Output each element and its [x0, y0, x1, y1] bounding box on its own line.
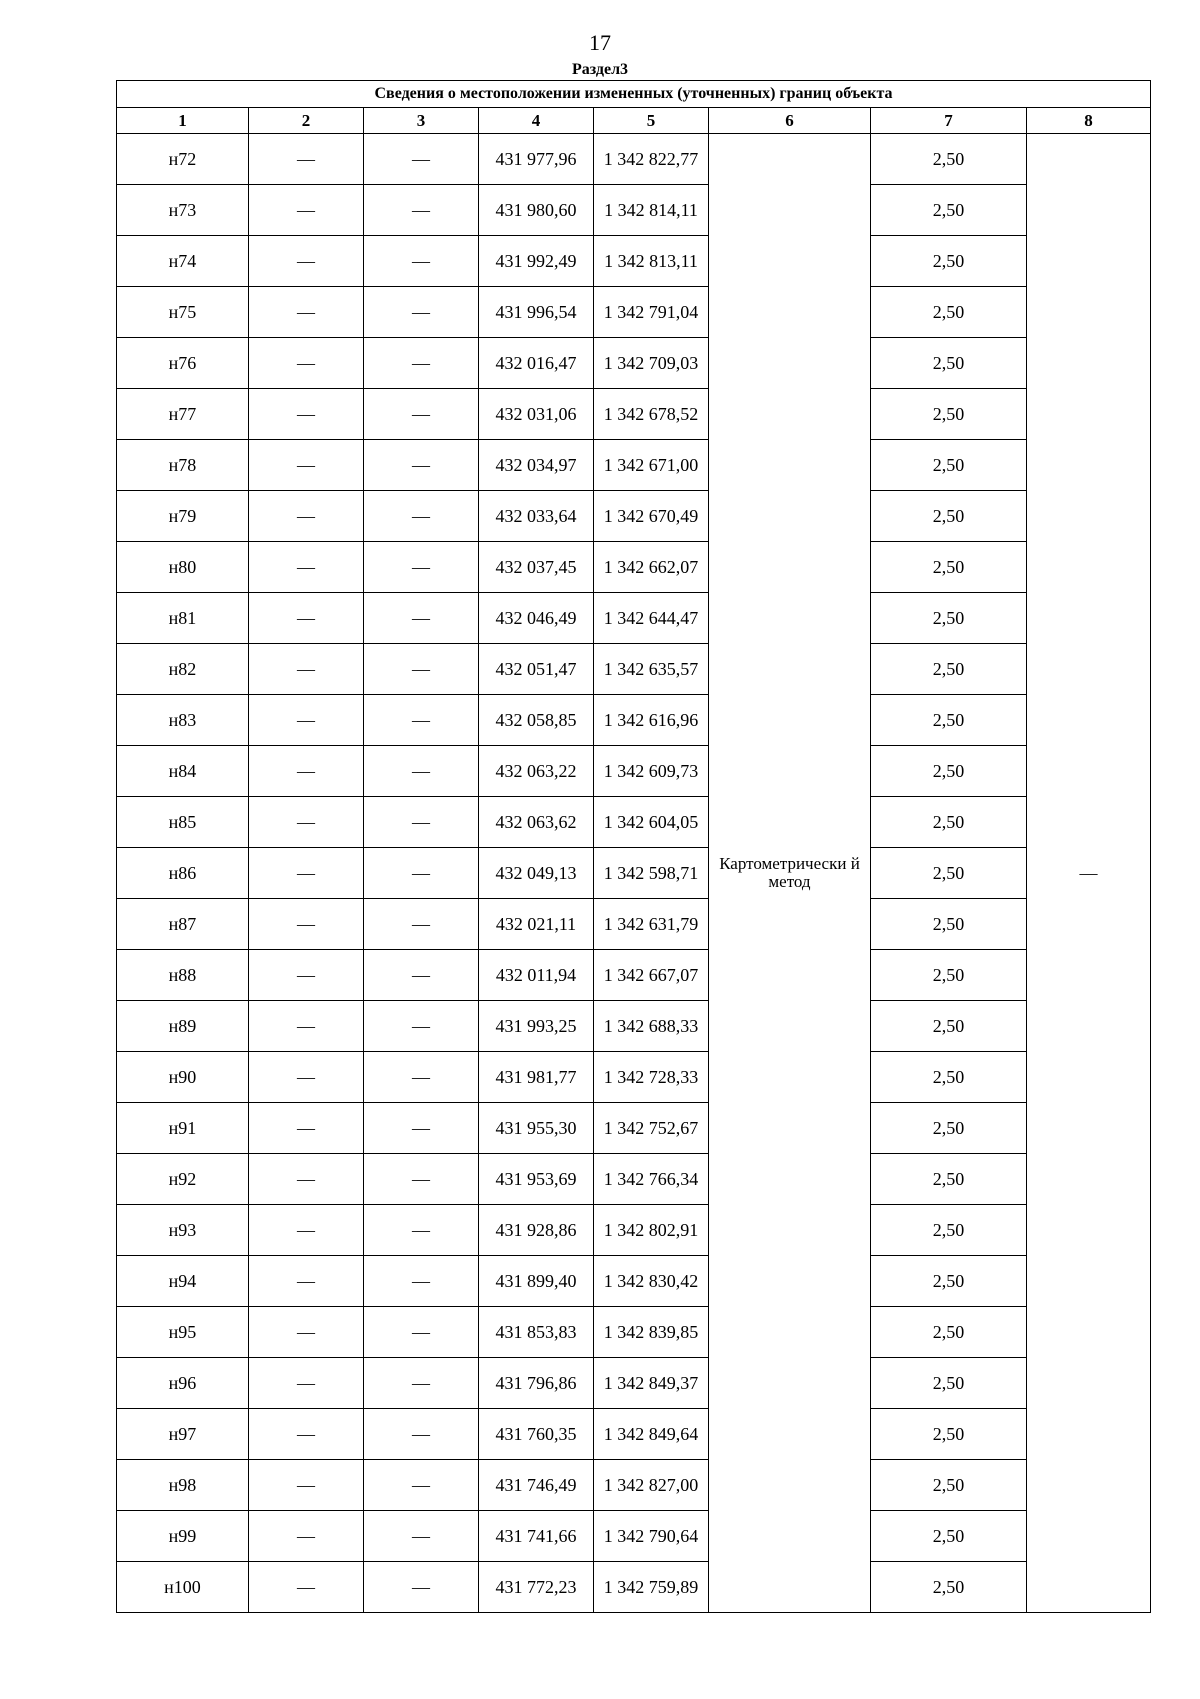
column-2-cell: —: [249, 1001, 364, 1052]
y-coordinate-cell: 1 342 830,42: [594, 1256, 709, 1307]
point-name-cell: н81: [117, 593, 249, 644]
table-row: [117, 899, 1151, 950]
table-row: [117, 950, 1151, 1001]
table-row: [117, 695, 1151, 746]
x-coordinate-cell: 431 992,49: [479, 236, 594, 287]
column-3-cell: —: [364, 1307, 479, 1358]
column-3-cell: —: [364, 593, 479, 644]
y-coordinate-cell: 1 342 662,07: [594, 542, 709, 593]
column-2-cell: —: [249, 1307, 364, 1358]
column-2-cell: —: [249, 695, 364, 746]
column-number-header: 1: [117, 108, 249, 134]
column-2-cell: —: [249, 134, 364, 185]
column-2-cell: —: [249, 338, 364, 389]
column-3-cell: —: [364, 1103, 479, 1154]
column-2-cell: —: [249, 1205, 364, 1256]
column-3-cell: —: [364, 1205, 479, 1256]
column-2-cell: —: [249, 593, 364, 644]
accuracy-cell: 2,50: [871, 1511, 1027, 1562]
y-coordinate-cell: 1 342 671,00: [594, 440, 709, 491]
accuracy-cell: 2,50: [871, 1460, 1027, 1511]
table-row: [117, 236, 1151, 287]
accuracy-cell: 2,50: [871, 440, 1027, 491]
x-coordinate-cell: 432 063,22: [479, 746, 594, 797]
y-coordinate-cell: 1 342 609,73: [594, 746, 709, 797]
table-row: [117, 1001, 1151, 1052]
accuracy-cell: 2,50: [871, 236, 1027, 287]
column-3-cell: —: [364, 695, 479, 746]
column-3-cell: —: [364, 1052, 479, 1103]
point-name-cell: н91: [117, 1103, 249, 1154]
table-row: [117, 644, 1151, 695]
x-coordinate-cell: 432 021,11: [479, 899, 594, 950]
column-3-cell: —: [364, 746, 479, 797]
column-2-cell: —: [249, 287, 364, 338]
accuracy-cell: 2,50: [871, 338, 1027, 389]
column-3-cell: —: [364, 644, 479, 695]
column-2-cell: —: [249, 848, 364, 899]
column-3-cell: —: [364, 440, 479, 491]
table-row: [117, 491, 1151, 542]
accuracy-cell: 2,50: [871, 1154, 1027, 1205]
column-3-cell: —: [364, 389, 479, 440]
column-3-cell: —: [364, 1256, 479, 1307]
y-coordinate-cell: 1 342 813,11: [594, 236, 709, 287]
x-coordinate-cell: 431 899,40: [479, 1256, 594, 1307]
accuracy-cell: 2,50: [871, 593, 1027, 644]
x-coordinate-cell: 431 953,69: [479, 1154, 594, 1205]
accuracy-cell: 2,50: [871, 1001, 1027, 1052]
x-coordinate-cell: 432 046,49: [479, 593, 594, 644]
column-3-cell: —: [364, 950, 479, 1001]
x-coordinate-cell: 432 051,47: [479, 644, 594, 695]
x-coordinate-cell: 432 037,45: [479, 542, 594, 593]
x-coordinate-cell: 431 853,83: [479, 1307, 594, 1358]
y-coordinate-cell: 1 342 688,33: [594, 1001, 709, 1052]
column-number-header: 4: [479, 108, 594, 134]
column-number-header: 3: [364, 108, 479, 134]
column-2-cell: —: [249, 950, 364, 1001]
column-2-cell: —: [249, 440, 364, 491]
table-row: [117, 1358, 1151, 1409]
point-name-cell: н86: [117, 848, 249, 899]
point-name-cell: н96: [117, 1358, 249, 1409]
y-coordinate-cell: 1 342 752,67: [594, 1103, 709, 1154]
x-coordinate-cell: 432 031,06: [479, 389, 594, 440]
point-name-cell: н74: [117, 236, 249, 287]
table-row: [117, 542, 1151, 593]
column-number-header: 2: [249, 108, 364, 134]
point-name-cell: н88: [117, 950, 249, 1001]
point-name-cell: н76: [117, 338, 249, 389]
point-name-cell: н89: [117, 1001, 249, 1052]
table-row: [117, 1103, 1151, 1154]
y-coordinate-cell: 1 342 678,52: [594, 389, 709, 440]
page-number: 17: [589, 30, 611, 55]
column-2-cell: —: [249, 389, 364, 440]
y-coordinate-cell: 1 342 644,47: [594, 593, 709, 644]
accuracy-cell: 2,50: [871, 1205, 1027, 1256]
column-3-cell: —: [364, 1409, 479, 1460]
point-name-cell: н84: [117, 746, 249, 797]
point-name-cell: н83: [117, 695, 249, 746]
accuracy-cell: 2,50: [871, 134, 1027, 185]
table-row: [117, 1307, 1151, 1358]
column-3-cell: —: [364, 899, 479, 950]
column-2-cell: —: [249, 491, 364, 542]
table-row: [117, 1409, 1151, 1460]
column-3-cell: —: [364, 185, 479, 236]
accuracy-cell: 2,50: [871, 848, 1027, 899]
table-caption: Сведения о местоположении измененных (уточненных) границ объекта: [117, 81, 1151, 108]
point-name-cell: н79: [117, 491, 249, 542]
y-coordinate-cell: 1 342 631,79: [594, 899, 709, 950]
column-2-cell: —: [249, 1460, 364, 1511]
table-body: [117, 134, 1151, 1613]
table-row: [117, 848, 1151, 899]
x-coordinate-cell: 431 928,86: [479, 1205, 594, 1256]
table-row: [117, 287, 1151, 338]
x-coordinate-cell: 431 741,66: [479, 1511, 594, 1562]
point-name-cell: н78: [117, 440, 249, 491]
point-name-cell: н97: [117, 1409, 249, 1460]
y-coordinate-cell: 1 342 604,05: [594, 797, 709, 848]
column-2-cell: —: [249, 542, 364, 593]
y-coordinate-cell: 1 342 709,03: [594, 338, 709, 389]
x-coordinate-cell: 432 058,85: [479, 695, 594, 746]
accuracy-cell: 2,50: [871, 491, 1027, 542]
x-coordinate-cell: 432 011,94: [479, 950, 594, 1001]
accuracy-cell: 2,50: [871, 1256, 1027, 1307]
column-3-cell: —: [364, 848, 479, 899]
column-3-cell: —: [364, 1358, 479, 1409]
y-coordinate-cell: 1 342 598,71: [594, 848, 709, 899]
x-coordinate-cell: 431 996,54: [479, 287, 594, 338]
table-row: [117, 134, 1151, 185]
accuracy-cell: 2,50: [871, 389, 1027, 440]
point-name-cell: н98: [117, 1460, 249, 1511]
table-row: [117, 1205, 1151, 1256]
column-3-cell: —: [364, 287, 479, 338]
y-coordinate-cell: 1 342 670,49: [594, 491, 709, 542]
y-coordinate-cell: 1 342 814,11: [594, 185, 709, 236]
column-number-header: 5: [594, 108, 709, 134]
point-name-cell: н85: [117, 797, 249, 848]
point-name-cell: н80: [117, 542, 249, 593]
x-coordinate-cell: 431 772,23: [479, 1562, 594, 1613]
accuracy-cell: 2,50: [871, 1103, 1027, 1154]
point-name-cell: н82: [117, 644, 249, 695]
accuracy-cell: 2,50: [871, 1052, 1027, 1103]
x-coordinate-cell: 431 746,49: [479, 1460, 594, 1511]
x-coordinate-cell: 431 981,77: [479, 1052, 594, 1103]
point-name-cell: н95: [117, 1307, 249, 1358]
x-coordinate-cell: 431 796,86: [479, 1358, 594, 1409]
point-name-cell: н75: [117, 287, 249, 338]
table-row: [117, 1154, 1151, 1205]
x-coordinate-cell: 431 977,96: [479, 134, 594, 185]
column-number-header: 6: [709, 108, 871, 134]
column-3-cell: —: [364, 1460, 479, 1511]
y-coordinate-cell: 1 342 635,57: [594, 644, 709, 695]
point-name-cell: н87: [117, 899, 249, 950]
point-name-cell: н93: [117, 1205, 249, 1256]
column-3-cell: —: [364, 542, 479, 593]
table-row: [117, 1052, 1151, 1103]
accuracy-cell: 2,50: [871, 1562, 1027, 1613]
column-2-cell: —: [249, 644, 364, 695]
column-3-cell: —: [364, 1154, 479, 1205]
column-2-cell: —: [249, 797, 364, 848]
x-coordinate-cell: 432 034,97: [479, 440, 594, 491]
y-coordinate-cell: 1 342 802,91: [594, 1205, 709, 1256]
column-number-header: 7: [871, 108, 1027, 134]
y-coordinate-cell: 1 342 791,04: [594, 287, 709, 338]
x-coordinate-cell: 432 016,47: [479, 338, 594, 389]
table-row: [117, 440, 1151, 491]
column-3-cell: —: [364, 1511, 479, 1562]
column-3-cell: —: [364, 1562, 479, 1613]
column-number-header: 8: [1027, 108, 1151, 134]
x-coordinate-cell: 431 980,60: [479, 185, 594, 236]
column-3-cell: —: [364, 338, 479, 389]
x-coordinate-cell: 431 760,35: [479, 1409, 594, 1460]
point-name-cell: н94: [117, 1256, 249, 1307]
column-2-cell: —: [249, 1562, 364, 1613]
accuracy-cell: 2,50: [871, 950, 1027, 1001]
x-coordinate-cell: 431 993,25: [479, 1001, 594, 1052]
point-name-cell: н77: [117, 389, 249, 440]
column-2-cell: —: [249, 899, 364, 950]
table-row: [117, 1256, 1151, 1307]
x-coordinate-cell: 432 063,62: [479, 797, 594, 848]
column-2-cell: —: [249, 746, 364, 797]
accuracy-cell: 2,50: [871, 1358, 1027, 1409]
y-coordinate-cell: 1 342 728,33: [594, 1052, 709, 1103]
accuracy-cell: 2,50: [871, 644, 1027, 695]
column-2-cell: —: [249, 1103, 364, 1154]
y-coordinate-cell: 1 342 827,00: [594, 1460, 709, 1511]
column-number-row: [117, 108, 1151, 134]
boundary-coordinates-table: [116, 80, 1151, 1613]
accuracy-cell: 2,50: [871, 797, 1027, 848]
column-3-cell: —: [364, 134, 479, 185]
accuracy-cell: 2,50: [871, 542, 1027, 593]
column-2-cell: —: [249, 185, 364, 236]
column-2-cell: —: [249, 1511, 364, 1562]
column-8-cell: —: [1027, 134, 1151, 1613]
column-2-cell: —: [249, 1052, 364, 1103]
point-name-cell: н90: [117, 1052, 249, 1103]
column-2-cell: —: [249, 1256, 364, 1307]
column-2-cell: —: [249, 236, 364, 287]
table-row: [117, 338, 1151, 389]
table-row: [117, 593, 1151, 644]
column-2-cell: —: [249, 1154, 364, 1205]
column-3-cell: —: [364, 797, 479, 848]
column-2-cell: —: [249, 1409, 364, 1460]
y-coordinate-cell: 1 342 667,07: [594, 950, 709, 1001]
y-coordinate-cell: 1 342 759,89: [594, 1562, 709, 1613]
point-name-cell: н73: [117, 185, 249, 236]
point-name-cell: н99: [117, 1511, 249, 1562]
table-row: [117, 389, 1151, 440]
column-3-cell: —: [364, 236, 479, 287]
x-coordinate-cell: 432 049,13: [479, 848, 594, 899]
accuracy-cell: 2,50: [871, 899, 1027, 950]
y-coordinate-cell: 1 342 849,64: [594, 1409, 709, 1460]
column-3-cell: —: [364, 1001, 479, 1052]
accuracy-cell: 2,50: [871, 695, 1027, 746]
table-row: [117, 797, 1151, 848]
y-coordinate-cell: 1 342 616,96: [594, 695, 709, 746]
x-coordinate-cell: 431 955,30: [479, 1103, 594, 1154]
point-name-cell: н92: [117, 1154, 249, 1205]
table-row: [117, 1460, 1151, 1511]
y-coordinate-cell: 1 342 790,64: [594, 1511, 709, 1562]
point-name-cell: н100: [117, 1562, 249, 1613]
accuracy-cell: 2,50: [871, 1307, 1027, 1358]
accuracy-cell: 2,50: [871, 287, 1027, 338]
point-name-cell: н72: [117, 134, 249, 185]
table-row: [117, 1562, 1151, 1613]
accuracy-cell: 2,50: [871, 1409, 1027, 1460]
table-row: [117, 746, 1151, 797]
y-coordinate-cell: 1 342 839,85: [594, 1307, 709, 1358]
column-3-cell: —: [364, 491, 479, 542]
y-coordinate-cell: 1 342 822,77: [594, 134, 709, 185]
table-row: [117, 185, 1151, 236]
method-cell: [709, 134, 871, 1613]
table-row: [117, 1511, 1151, 1562]
accuracy-cell: 2,50: [871, 746, 1027, 797]
y-coordinate-cell: 1 342 849,37: [594, 1358, 709, 1409]
x-coordinate-cell: 432 033,64: [479, 491, 594, 542]
accuracy-cell: 2,50: [871, 185, 1027, 236]
section-title: Раздел3: [571, 61, 629, 78]
y-coordinate-cell: 1 342 766,34: [594, 1154, 709, 1205]
method-text: Картометрически й метод: [719, 854, 860, 891]
column-2-cell: —: [249, 1358, 364, 1409]
